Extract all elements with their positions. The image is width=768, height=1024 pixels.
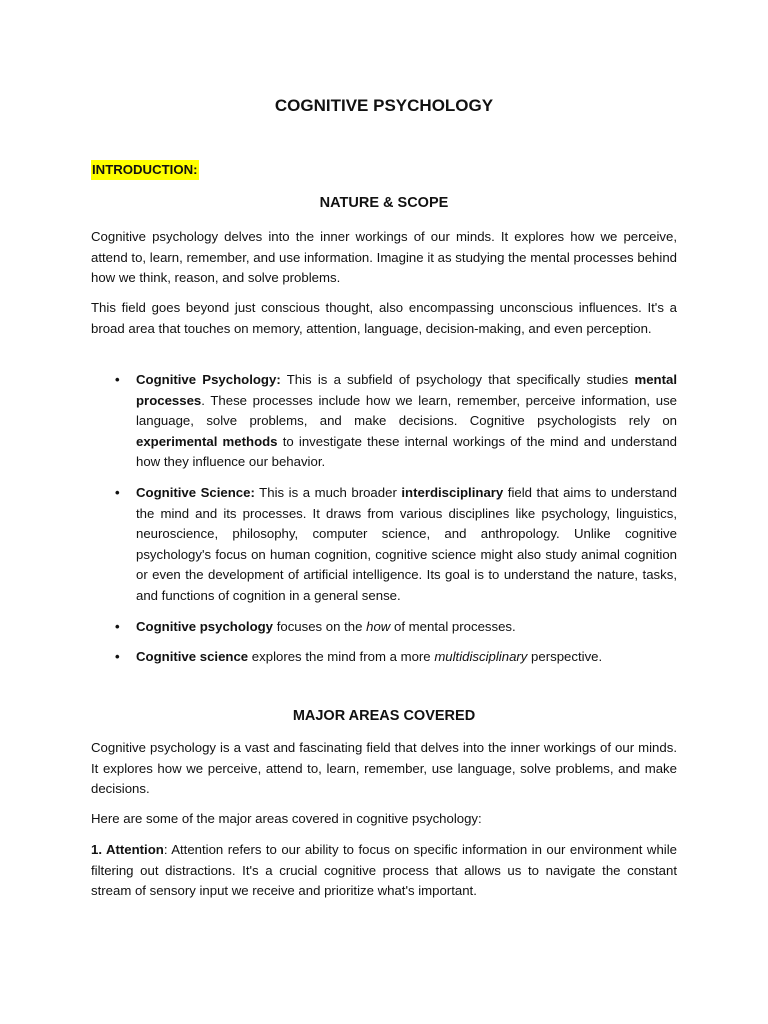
paragraph-attention <box>91 840 677 902</box>
bullet-text: . These processes include how we learn, remember, perceive information, use language, solve problems, and make decisions. Cognitive psychologists rely on <box>136 392 677 429</box>
bullet-text: to investigate these internal workings of the mind and understand how they influence our behavior. <box>136 433 677 470</box>
bullet-emphasis: interdisciplinary <box>401 484 504 500</box>
paragraph-major-1: Cognitive psychology is a vast and fascinating field that delves into the inner workings of our minds. It explores how we perceive, attend to, learn, remember, use language, solve problems, and make decisions. <box>91 740 677 797</box>
bullet-icon: • <box>115 618 120 634</box>
bullet-item-cognitive-psychology <box>91 370 677 473</box>
introduction-label: INTRODUCTION: <box>91 160 199 180</box>
bullet-text: This is a much broader <box>254 484 402 500</box>
bullet-emphasis: mental processes <box>136 372 677 408</box>
bullet-icon: • <box>115 649 120 665</box>
bullet-italic: multidisciplinary <box>434 649 528 665</box>
bullet-text: explores the mind from a more <box>248 649 435 665</box>
section-heading-nature-scope: NATURE & SCOPE <box>319 195 449 211</box>
bullet-icon: • <box>115 484 120 500</box>
paragraph-nature-2: This field goes beyond just conscious thought, also encompassing unconscious influences. It's a broad area that touches on memory, attention, language, decision-making, and even perception. <box>91 300 677 336</box>
attention-term: 1. Attention <box>91 842 164 857</box>
bullet-term: Cognitive psychology <box>136 618 274 634</box>
bullet-item-science-summary <box>91 647 677 668</box>
bullet-text: This is a subfield of psychology that specifically studies <box>280 372 635 387</box>
paragraph-nature-1: Cognitive psychology delves into the inner workings of our minds. It explores how we perceive, attend to, learn, remember, and use information. Imagine it as studying the mental processes behind how we think, reason, and solve problems. <box>91 229 677 286</box>
bullet-item-psychology-summary <box>91 617 677 638</box>
section-heading-major-areas: MAJOR AREAS COVERED <box>292 708 476 724</box>
paragraph-major-2: Here are some of the major areas covered in cognitive psychology: <box>91 811 482 826</box>
bullet-emphasis: experimental methods <box>136 433 278 449</box>
bullet-icon: • <box>115 372 120 387</box>
bullet-text: perspective. <box>527 649 603 665</box>
attention-text: : Attention refers to our ability to focus on specific information in our environment while filtering out distractions. It's a crucial cognitive process that allows us to navigate the constant stream of sensory input we receive and prioritize what's important. <box>91 842 677 899</box>
bullet-term: Cognitive Psychology: <box>136 372 281 387</box>
bullet-term: Cognitive Science: <box>136 484 255 500</box>
bullet-text: of mental processes. <box>390 618 516 634</box>
bullet-text: field that aims to understand the mind and its processes. It draws from various disciplines like psychology, linguistics, neuroscience, philosophy, computer science, and anthropology. Unlike cognitive psychology's focus on human cognition, cognitive science might also study animal cognition or even the development of artificial intelligence. Its goal is to understand the nature, tasks, and functions of cognition in a general sense. <box>136 484 677 603</box>
bullet-italic: how <box>366 618 391 634</box>
bullet-text: focuses on the <box>273 618 367 634</box>
bullet-item-cognitive-science <box>91 483 677 607</box>
bullet-list <box>91 370 677 678</box>
document-title: COGNITIVE PSYCHOLOGY <box>274 96 494 115</box>
bullet-term: Cognitive science <box>136 649 249 665</box>
